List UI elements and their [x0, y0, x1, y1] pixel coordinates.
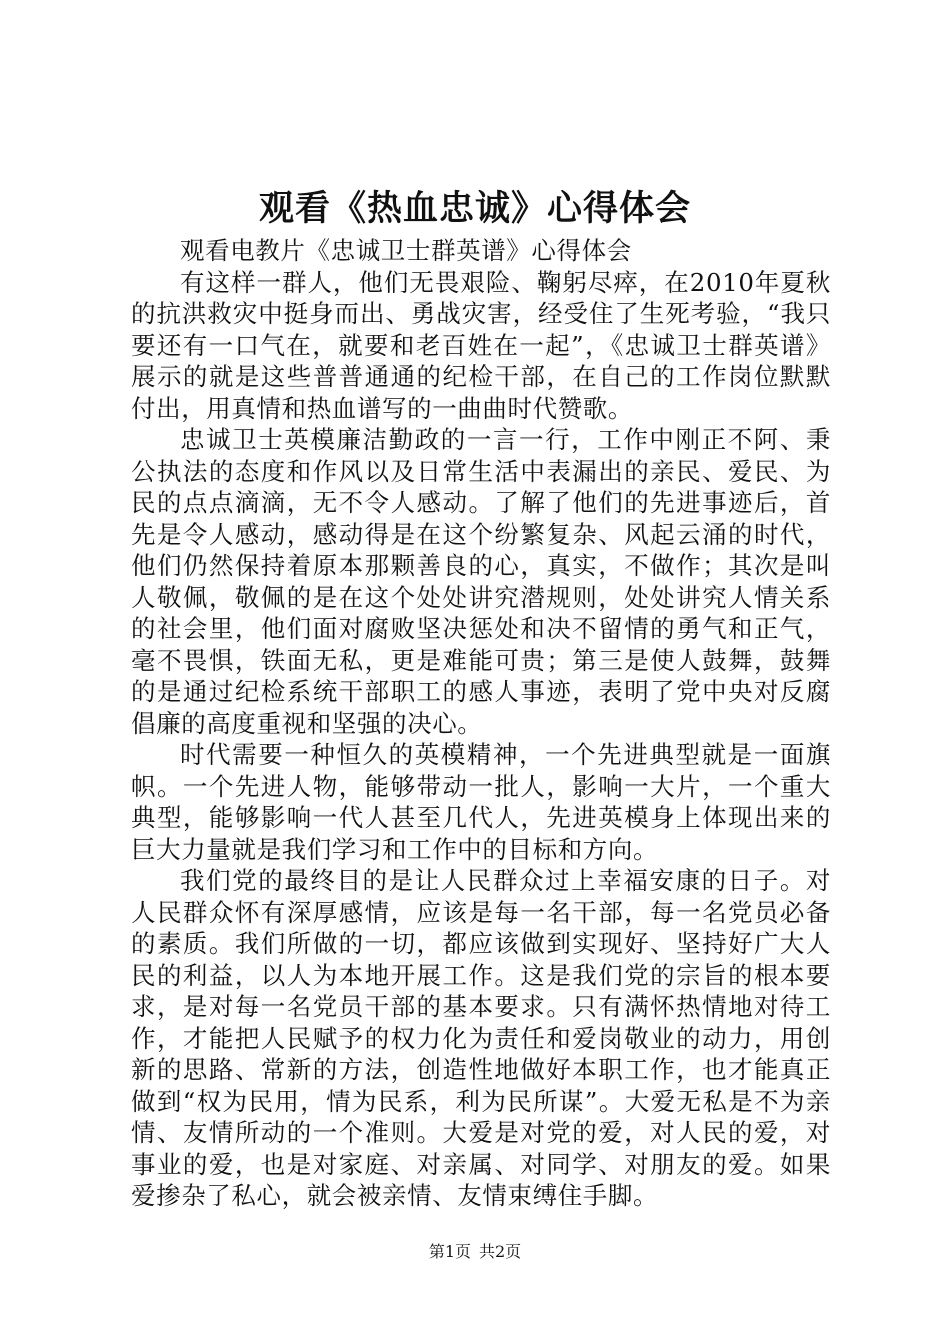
body-paragraph: 忠诚卫士英模廉洁勤政的一言一行，工作中刚正不阿、秉公执法的态度和作风以及日常生活中表漏出的亲民、爱民、为民的点点滴滴，无不令人感动。了解了他们的先进事迹后，首先是令人感动，感动得是在这个纷繁复杂、风起云涌的时代，他们仍然保持着原本那颗善良的心，真实，不做作；其次是叫人敬佩，敬佩的是在这个处处讲究潜规则，处处讲究人情关系的社会里，他们面对腐败坚决惩处和决不留情的勇气和正气，毫不畏惧，铁面无私，更是难能可贵；第三是使人鼓舞，鼓舞的是通过纪检系统干部职工的感人事迹，表明了党中央对反腐倡廉的高度重视和坚强的决心。: [131, 425, 831, 738]
body-paragraph: 我们党的最终目的是让人民群众过上幸福安康的日子。对人民群众怀有深厚感情，应该是每一名干部，每一名党员必备的素质。我们所做的一切，都应该做到实现好、坚持好广大人民的利益，以人为本地开展工作。这是我们党的宗旨的根本要求，是对每一名党员干部的基本要求。只有满怀热情地对待工作，才能把人民赋予的权力化为责任和爱岗敬业的动力，用创新的思路、常新的方法，创造性地做好本职工作，也才能真正做到“权为民用，情为民系，利为民所谋”。大爱无私是不为亲情、友情所动的一个准则。大爱是对党的爱，对人民的爱，对事业的爱，也是对家庭、对亲属、对同学、对朋友的爱。如果爱掺杂了私心，就会被亲情、友情束缚住手脚。: [131, 866, 831, 1210]
page-footer: [0, 1240, 950, 1264]
body-paragraph: 有这样一群人，他们无畏艰险、鞠躬尽瘁，在2010年夏秋的抗洪救灾中挺身而出、勇战灾害，经受住了生死考验，“我只要还有一口气在，就要和老百姓在一起”，《忠诚卫士群英谱》展示的就是这些普普通通的纪检干部，在自己的工作岗位默默付出，用真情和热血谱写的一曲曲时代赞歌。: [131, 267, 831, 423]
page-title: 观看《热血忠诚》心得体会: [258, 188, 691, 229]
page-total: 共2页: [479, 1242, 522, 1261]
document-body: [131, 235, 831, 1212]
body-paragraph: 时代需要一种恒久的英模精神，一个先进典型就是一面旗帜。一个先进人物，能够带动一批人，影响一大片，一个重大典型，能够影响一代人甚至几代人，先进英模身上体现出来的巨大力量就是我们学习和工作中的目标和方向。: [131, 740, 831, 864]
subtitle-paragraph: 观看电教片《忠诚卫士群英谱》心得体会: [180, 236, 632, 265]
page-number: 第1页: [428, 1242, 471, 1261]
